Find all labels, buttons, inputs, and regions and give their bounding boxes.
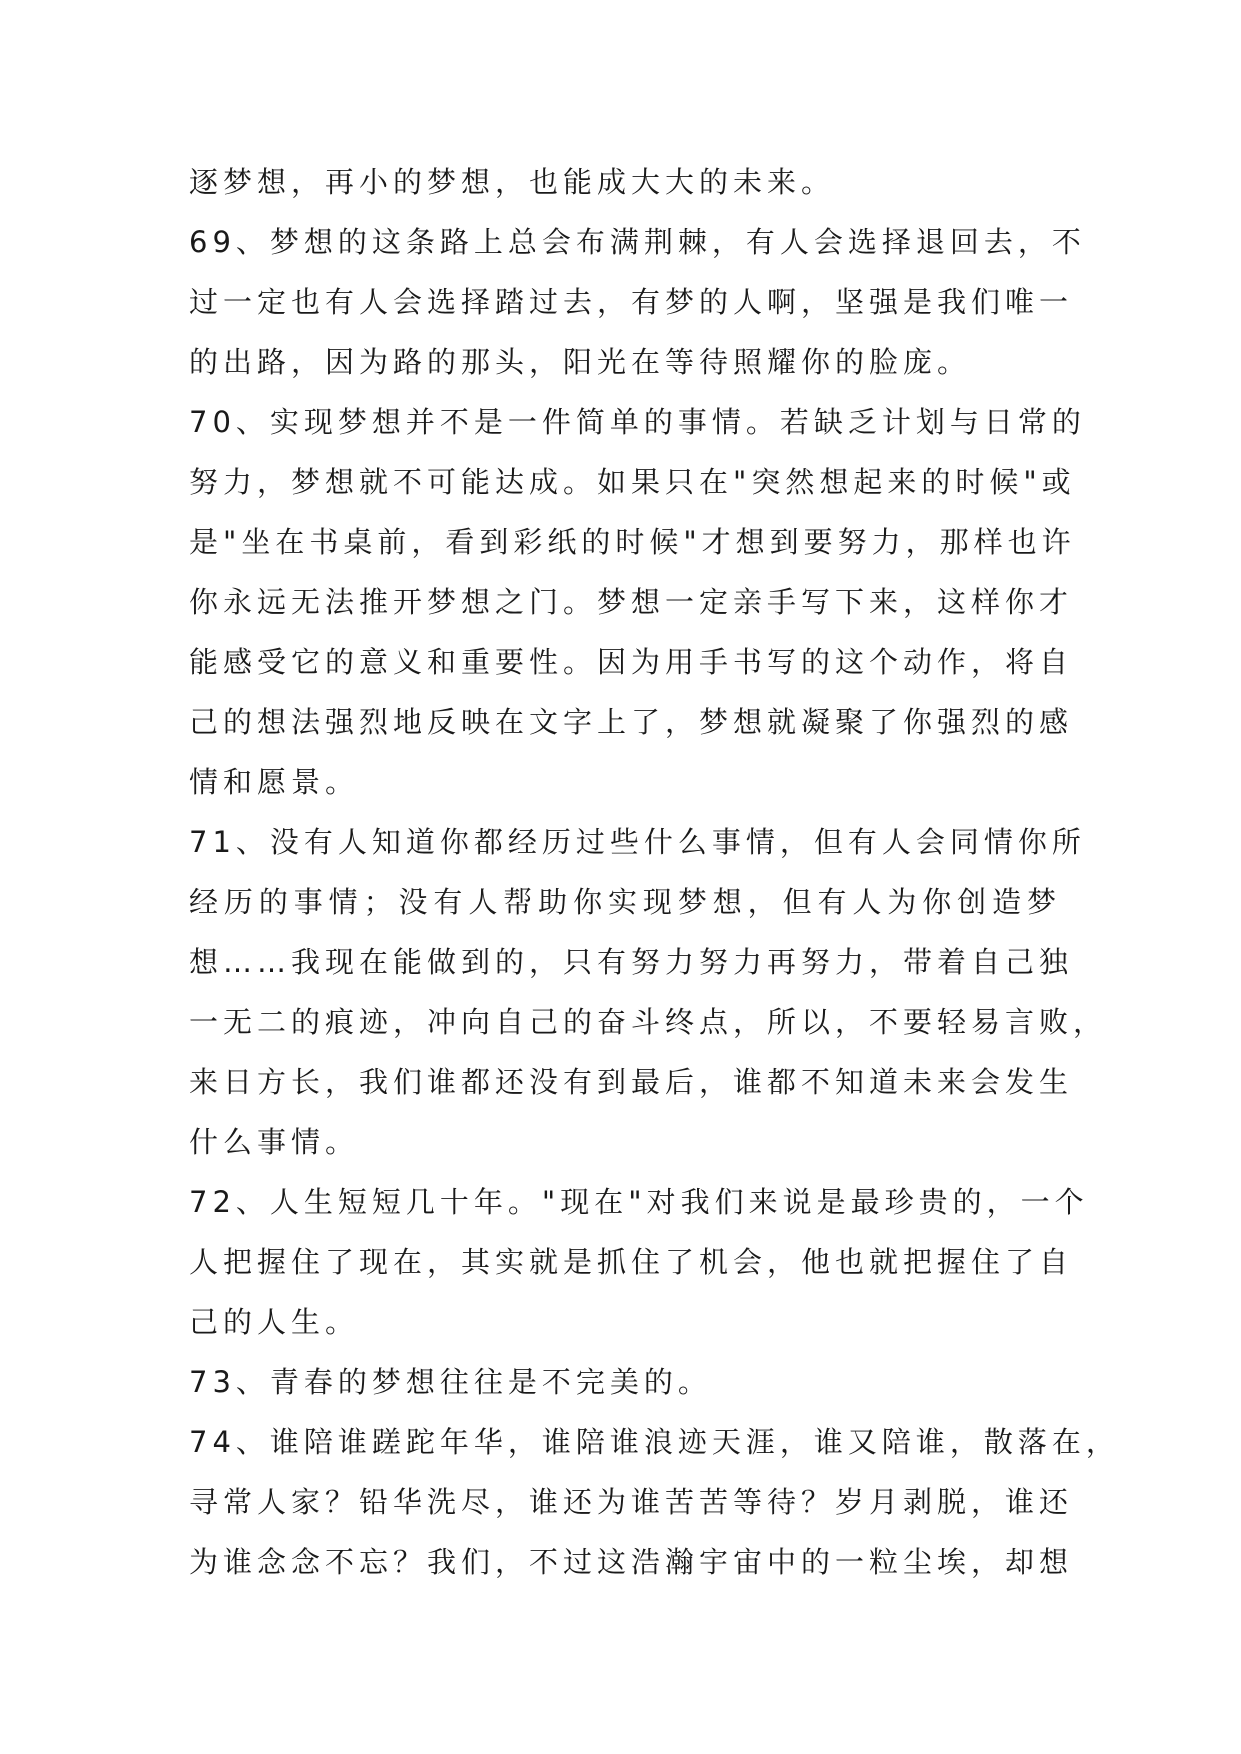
- text-line: 己的想法强烈地反映在文字上了，梦想就凝聚了你强烈的感: [189, 705, 1074, 739]
- text-line: 的出路，因为路的那头，阳光在等待照耀你的脸庞。: [189, 345, 972, 379]
- text-line: 72、人生短短几十年。"现在"对我们来说是最珍贵的，一个: [189, 1185, 1089, 1219]
- text-line: 69、梦想的这条路上总会布满荆棘，有人会选择退回去，不: [189, 225, 1086, 259]
- text-line: 来日方长，我们谁都还没有到最后，谁都不知道未来会发生: [189, 1065, 1074, 1099]
- text-line: 一无二的痕迹，冲向自己的奋斗终点，所以，不要轻易言败，: [189, 1005, 1108, 1039]
- text-line: 努力，梦想就不可能达成。如果只在"突然想起来的时候"或: [189, 465, 1076, 499]
- paragraph: [189, 812, 1108, 1172]
- text-line: 人把握住了现在，其实就是抓住了机会，他也就把握住了自: [189, 1245, 1074, 1279]
- paragraph: [189, 152, 1061, 212]
- text-line: 经历的事情；没有人帮助你实现梦想，但有人为你创造梦: [189, 885, 1061, 919]
- text-line: 想……我现在能做到的，只有努力努力再努力，带着自己独: [189, 945, 1074, 979]
- text-line: 70、实现梦想并不是一件简单的事情。若缺乏计划与日常的: [189, 405, 1086, 439]
- document-page: [189, 152, 1120, 1592]
- text-line: 为谁念念不忘？我们，不过这浩瀚宇宙中的一粒尘埃，却想: [189, 1545, 1074, 1579]
- paragraph: [189, 1172, 1089, 1352]
- paragraph: [189, 1352, 1061, 1412]
- paragraph: [189, 392, 1086, 812]
- text-line: 己的人生。: [189, 1305, 360, 1339]
- text-line: 情和愿景。: [189, 765, 360, 799]
- text-line: 过一定也有人会选择踏过去，有梦的人啊，坚强是我们唯一: [189, 285, 1074, 319]
- paragraph: [189, 212, 1086, 392]
- text-line: 寻常人家？铅华洗尽，谁还为谁苦苦等待？岁月剥脱，谁还: [189, 1485, 1074, 1519]
- text-line: 71、没有人知道你都经历过些什么事情，但有人会同情你所: [189, 825, 1086, 859]
- text-line: 73、青春的梦想往往是不完美的。: [189, 1365, 712, 1399]
- text-line: 你永远无法推开梦想之门。梦想一定亲手写下来，这样你才: [189, 585, 1074, 619]
- text-line: 74、谁陪谁蹉跎年华，谁陪谁浪迹天涯，谁又陪谁，散落在，: [189, 1425, 1120, 1459]
- text-line: 逐梦想，再小的梦想，也能成大大的未来。: [189, 165, 836, 199]
- text-line: 什么事情。: [189, 1125, 360, 1159]
- paragraph: [189, 1412, 1120, 1592]
- text-line: 是"坐在书桌前，看到彩纸的时候"才想到要努力，那样也许: [189, 525, 1076, 559]
- text-line: 能感受它的意义和重要性。因为用手书写的这个动作，将自: [189, 645, 1074, 679]
